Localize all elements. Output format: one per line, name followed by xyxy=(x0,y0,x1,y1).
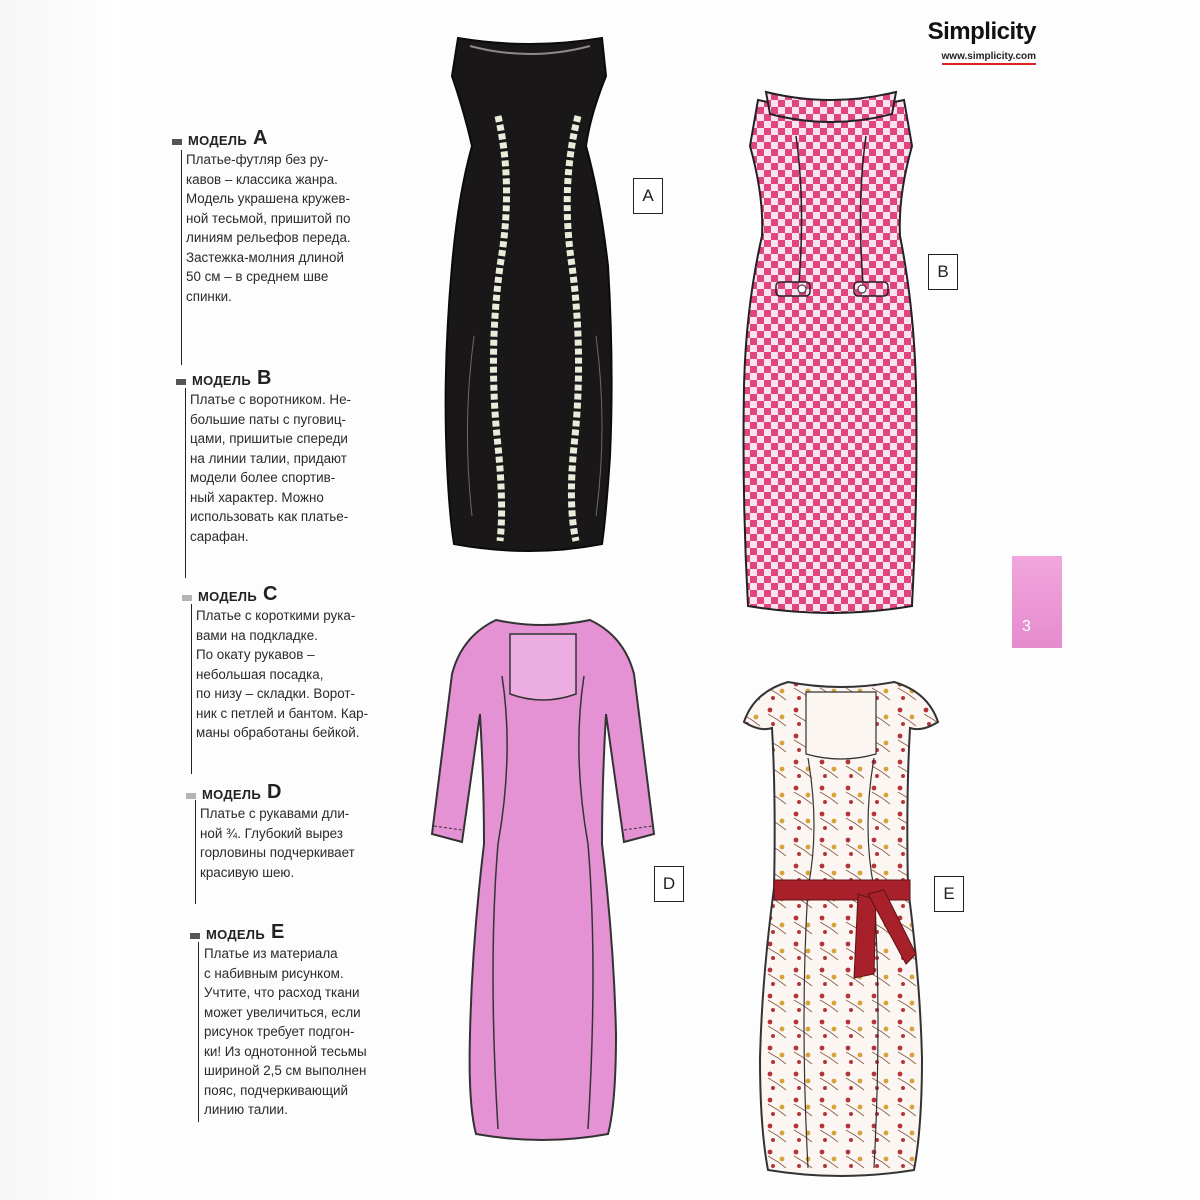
model-label: МОДЕЛЬ xyxy=(206,927,265,942)
dress-a-illustration xyxy=(440,36,620,556)
bullet-marker xyxy=(182,595,192,601)
dress-b-illustration xyxy=(736,86,926,616)
page-number: 3 xyxy=(1022,618,1031,635)
column-rule xyxy=(181,150,182,365)
model-letter: A xyxy=(252,127,268,149)
column-rule xyxy=(195,800,196,904)
figure-tag-a: A xyxy=(633,178,663,214)
model-letter: B xyxy=(256,367,272,389)
dress-d-illustration xyxy=(418,614,668,1148)
model-label: МОДЕЛЬ xyxy=(202,787,261,802)
model-letter: C xyxy=(262,583,278,605)
bullet-marker xyxy=(172,139,182,145)
model-description: Платье с воротником. Не- большие паты с пуговиц- цами, пришитые спереди на линии талии, придают модели более спортив- ный характер. Можно использовать как платье- сарафан. xyxy=(190,392,351,544)
figure-tag-b: B xyxy=(928,254,958,290)
model-label: МОДЕЛЬ xyxy=(188,133,247,148)
brand-name: Simplicity xyxy=(927,18,1036,45)
column-rule xyxy=(191,604,192,774)
bullet-marker xyxy=(186,793,196,799)
figure-tag-e: E xyxy=(934,876,964,912)
brand-logo xyxy=(906,18,1036,65)
model-description: Платье-футляр без ру- кавов – классика жанра. Модель украшена кружев- ной тесьмой, пришитой по линиям рельефов переда. Застежка-молния длиной 50 см – в среднем шве спинки. xyxy=(186,152,351,304)
bullet-marker xyxy=(176,379,186,385)
model-letter: D xyxy=(266,781,282,803)
model-c-block xyxy=(196,582,396,743)
model-description: Платье с рукавами дли- ной ¾. Глубокий вырез горловины подчеркивает красивую шею. xyxy=(200,806,355,880)
model-d-block xyxy=(200,780,400,882)
dress-e-illustration xyxy=(738,678,944,1178)
model-b-block xyxy=(190,366,390,546)
model-description: Платье из материала с набивным рисунком. Учтите, что расход ткани может увеличиться, если рисунок требует подгон- ки! Из однотонной тесьмы шириной 2,5 см выполнен пояс, подчеркивающий линию талии. xyxy=(204,946,367,1117)
bullet-marker xyxy=(190,933,200,939)
model-label: МОДЕЛЬ xyxy=(198,589,257,604)
model-letter: E xyxy=(270,921,285,943)
model-e-block xyxy=(204,920,404,1120)
brand-url: www.simplicity.com xyxy=(942,51,1036,65)
page-gutter xyxy=(0,0,120,1200)
column-rule xyxy=(185,388,186,578)
page-tab xyxy=(1012,556,1062,648)
figure-tag-d: D xyxy=(654,866,684,902)
column-rule xyxy=(198,942,199,1122)
model-label: МОДЕЛЬ xyxy=(192,373,251,388)
model-a-block xyxy=(186,126,386,306)
model-description: Платье с короткими рука- вами на подкладке. По окату рукавов – небольшая посадка, по низу – складки. Ворот- ник с петлей и бантом. Кар- маны обработаны бейкой. xyxy=(196,608,369,740)
